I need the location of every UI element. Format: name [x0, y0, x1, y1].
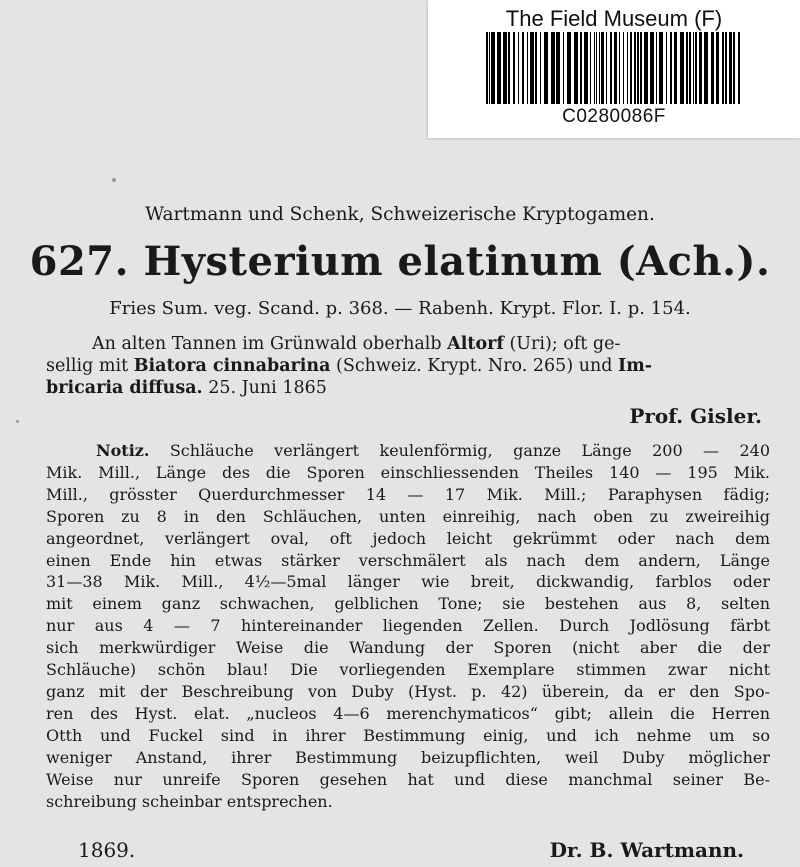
- species-title: 627. Hysterium elatinum (Ach.).: [29, 238, 771, 285]
- barcode-bar: [699, 32, 702, 104]
- notes-line: sich merkwürdiger Weise die Wandung der Sporen (nicht aber die der: [46, 638, 770, 658]
- habitat-line: (Schweiz. Krypt. Nro. 265) und: [330, 356, 619, 376]
- barcode-bar: [610, 32, 612, 104]
- barcode-bar: [725, 32, 727, 104]
- barcode-card: [428, 0, 800, 138]
- barcode-bar: [614, 32, 617, 104]
- barcode-bar: [606, 32, 607, 104]
- barcode-bar: [544, 32, 548, 104]
- notes-line: Schläuche) schön blau! Die vorliegenden Exemplare stimmen zwar nicht: [46, 660, 770, 680]
- barcode-bar: [556, 32, 560, 104]
- paper-speck: [16, 420, 19, 423]
- associated-species-2-cont: bricaria diffusa.: [46, 378, 203, 398]
- notes-line: Mill., grösster Querdurchmesser 14 — 17 Mik. Mill.; Paraphysen fädig;: [46, 484, 770, 504]
- barcode-bar: [599, 32, 600, 104]
- habitat-line-2: [46, 355, 652, 377]
- barcode-bar: [656, 32, 657, 104]
- barcode-bar: [722, 32, 724, 104]
- barcode-bar: [491, 32, 495, 104]
- barcode-bar: [580, 32, 582, 104]
- notes-line: weniger Anstand, ihrer Bestimmung beizupflichten, weil Duby möglicher: [46, 747, 770, 767]
- barcode-bar: [689, 32, 691, 104]
- barcode-bar: [486, 32, 488, 104]
- barcode-bar: [716, 32, 719, 104]
- collector-name: Prof. Gisler.: [629, 404, 762, 428]
- institution-name: The Field Museum (F): [505, 6, 723, 31]
- barcode-bar: [522, 32, 524, 104]
- habitat-line-3: [46, 377, 652, 399]
- notes-label: Notiz.: [96, 441, 150, 460]
- barcode-bar: [630, 32, 632, 104]
- notes-paragraph: [46, 440, 770, 812]
- barcode-bar: [567, 32, 571, 104]
- notes-line: Sporen zu 8 in den Schläuchen, unten einreihig, nach oben zu zweireihig: [46, 506, 770, 526]
- collection-date: 25. Juni 1865: [202, 378, 327, 398]
- habitat-line: sellig mit: [46, 356, 134, 376]
- barcode-bar: [711, 32, 714, 104]
- notes-line: Notiz. Schläuche verlängert keulenförmig, ganze Länge 200 — 240: [96, 441, 770, 460]
- notes-line: schreibung scheinbar entsprechen.: [46, 791, 333, 811]
- barcode-bar: [650, 32, 654, 104]
- habitat-text: [46, 333, 652, 399]
- notes-line: mit einem ganz schwachen, gelblichen Tone; sie bestehen aus 8, selten: [46, 594, 770, 614]
- barcode-bar: [680, 32, 684, 104]
- barcode-bar: [644, 32, 648, 104]
- barcode-bar: [535, 32, 537, 104]
- barcode-bar: [670, 32, 672, 104]
- notes-line: ganz mit der Beschreibung von Duby (Hyst. p. 42) überein, da er den Spo-: [46, 681, 770, 701]
- associated-species-2: Im-: [618, 356, 652, 376]
- barcode-bar: [686, 32, 688, 104]
- barcode-bar: [584, 32, 588, 104]
- barcode-bar: [530, 32, 534, 104]
- barcode-bar: [640, 32, 642, 104]
- barcode-bar: [695, 32, 697, 104]
- barcode-bar: [563, 32, 564, 104]
- barcode-bar: [623, 32, 624, 104]
- notes-line: Weise nur unreife Sporen gesehen hat und diese manchmal seiner Be-: [46, 769, 770, 789]
- barcode-bar: [704, 32, 708, 104]
- associated-species: Biatora cinnabarina: [133, 356, 331, 376]
- literature-reference: Fries Sum. veg. Scand. p. 368. — Rabenh. Krypt. Flor. I. p. 154.: [109, 298, 691, 319]
- barcode-bar: [594, 32, 595, 104]
- notes-line: 31—38 Mik. Mill., 4½—5mal länger wie breit, dickwandig, farblos oder: [46, 572, 770, 592]
- barcode-bar: [518, 32, 519, 104]
- notes-line: Mik. Mill., Länge des die Sporen einschliessenden Theiles 140 — 195 Mik.: [46, 462, 770, 482]
- author-name: Dr. B. Wartmann.: [549, 838, 744, 862]
- barcode-bar: [503, 32, 507, 104]
- notes-line: angeordnet, verlängert oval, oft jedoch leicht gekrümmt oder nach dem: [46, 528, 770, 548]
- barcode-bar: [508, 32, 510, 104]
- barcode-bar: [729, 32, 732, 104]
- barcode-bar: [733, 32, 735, 104]
- barcode-bar: [634, 32, 636, 104]
- barcode-bar: [540, 32, 541, 104]
- barcode-bar: [738, 32, 740, 104]
- notes-line: Otth und Fuckel sind in ihrer Bestimmung einig, und ich nehme um so: [46, 725, 770, 745]
- publication-year: 1869.: [78, 838, 136, 862]
- barcode-bar: [674, 32, 677, 104]
- barcode-bar: [601, 32, 604, 104]
- barcode-bar: [527, 32, 528, 104]
- barcode-bar: [513, 32, 515, 104]
- habitat-line: (Uri); oft ge-: [503, 334, 621, 354]
- notes-line: ren des Hyst. elat. „nucleos 4—6 merenchymaticos“ gibt; allein die Herren: [46, 703, 770, 723]
- barcode-image: [486, 32, 742, 104]
- barcode-bar: [666, 32, 667, 104]
- barcode-number: C0280086F: [562, 106, 666, 127]
- barcode-bar: [627, 32, 628, 104]
- locality: Altorf: [447, 334, 504, 354]
- barcode-bar: [637, 32, 639, 104]
- barcode-bar: [659, 32, 663, 104]
- barcode-bar: [497, 32, 501, 104]
- barcode-bar: [619, 32, 620, 104]
- barcode-bar: [551, 32, 555, 104]
- paper-speck: [112, 178, 116, 182]
- notes-line: nur aus 4 — 7 hintereinander liegenden Zellen. Durch Jodlösung färbt: [46, 616, 770, 636]
- barcode-bar: [590, 32, 591, 104]
- barcode-bar: [693, 32, 694, 104]
- barcode-bar: [596, 32, 597, 104]
- series-header: Wartmann und Schenk, Schweizerische Kryptogamen.: [145, 204, 655, 225]
- habitat-line: An alten Tannen im Grünwald oberhalb: [92, 334, 448, 354]
- barcode-bar: [489, 32, 490, 104]
- barcode-bar: [574, 32, 578, 104]
- notes-line: einen Ende hin etwas stärker verschmälert als nach dem andern, Länge: [46, 550, 770, 570]
